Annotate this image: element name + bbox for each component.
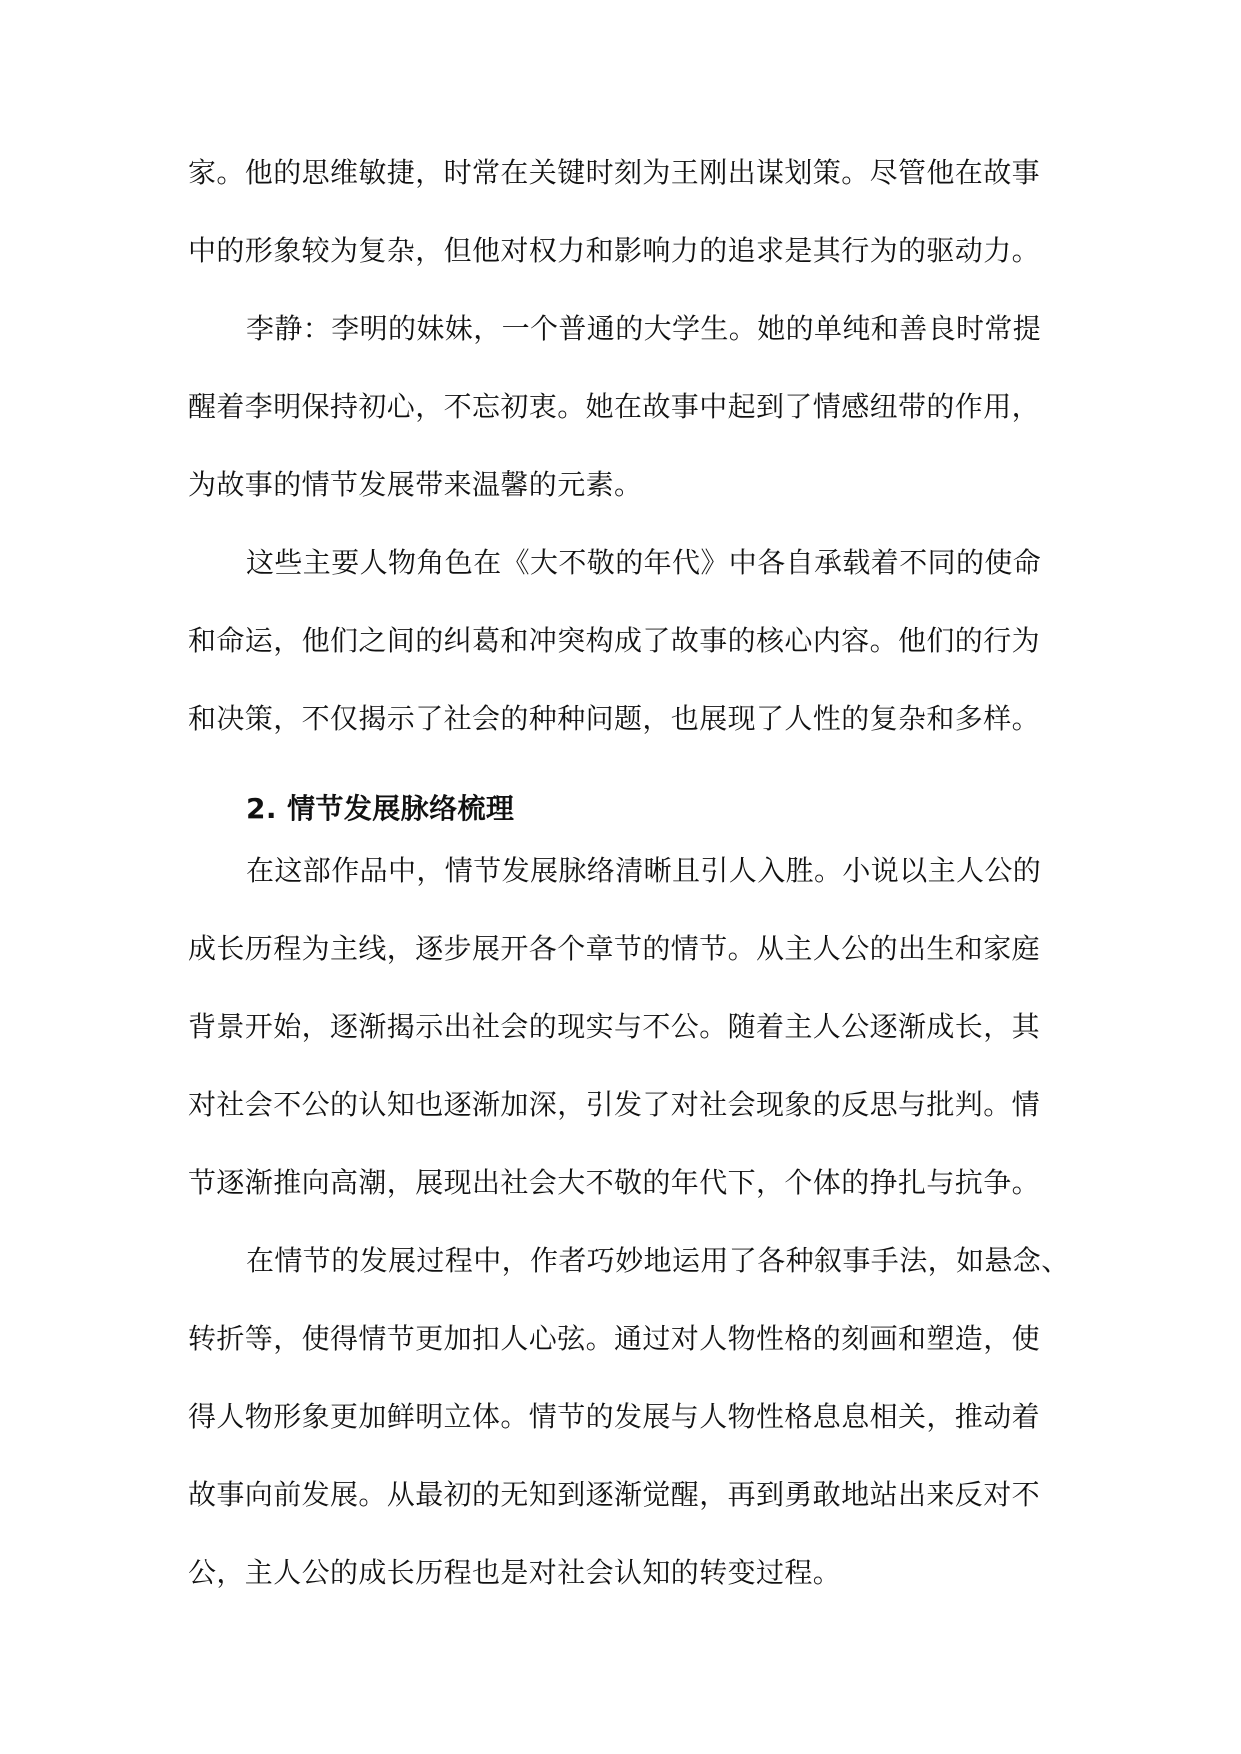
paragraph-line: 这些主要人物角色在《大不敬的年代》中各自承载着不同的使命 xyxy=(246,546,1042,579)
paragraph-line: 和决策，不仅揭示了社会的种种问题，也展现了人性的复杂和多样。 xyxy=(188,702,1041,735)
paragraph-line: 为故事的情节发展带来温馨的元素。 xyxy=(188,468,643,501)
paragraph-line: 转折等，使得情节更加扣人心弦。通过对人物性格的刻画和塑造，使 xyxy=(188,1322,1041,1355)
section-heading: 2. 情节发展脉络梳理 xyxy=(246,792,515,825)
paragraph-line: 中的形象较为复杂，但他对权力和影响力的追求是其行为的驱动力。 xyxy=(188,234,1041,267)
paragraph-line: 李静：李明的妹妹，一个普通的大学生。她的单纯和善良时常提 xyxy=(246,312,1042,345)
paragraph-line: 和命运，他们之间的纠葛和冲突构成了故事的核心内容。他们的行为 xyxy=(188,624,1041,657)
document-section-2 xyxy=(188,846,1070,1626)
paragraph-line: 故事向前发展。从最初的无知到逐渐觉醒，再到勇敢地站出来反对不 xyxy=(188,1478,1041,1511)
paragraph-line: 节逐渐推向高潮，展现出社会大不敬的年代下，个体的挣扎与抗争。 xyxy=(188,1166,1041,1199)
paragraph-line: 成长历程为主线，逐步展开各个章节的情节。从主人公的出生和家庭 xyxy=(188,932,1041,965)
paragraph-line: 家。他的思维敏捷，时常在关键时刻为王刚出谋划策。尽管他在故事 xyxy=(188,156,1041,189)
paragraph-line: 醒着李明保持初心，不忘初衷。她在故事中起到了情感纽带的作用， xyxy=(188,390,1041,423)
paragraph-line: 对社会不公的认知也逐渐加深，引发了对社会现象的反思与批判。情 xyxy=(188,1088,1041,1121)
document-body xyxy=(188,148,1058,772)
paragraph-line: 得人物形象更加鲜明立体。情节的发展与人物性格息息相关，推动着 xyxy=(188,1400,1041,1433)
paragraph-line: 背景开始，逐渐揭示出社会的现实与不公。随着主人公逐渐成长，其 xyxy=(188,1010,1041,1043)
paragraph-line: 公，主人公的成长历程也是对社会认知的转变过程。 xyxy=(188,1556,842,1589)
paragraph-line: 在情节的发展过程中，作者巧妙地运用了各种叙事手法，如悬念、 xyxy=(246,1244,1070,1277)
paragraph-line: 在这部作品中，情节发展脉络清晰且引人入胜。小说以主人公的 xyxy=(246,854,1042,887)
